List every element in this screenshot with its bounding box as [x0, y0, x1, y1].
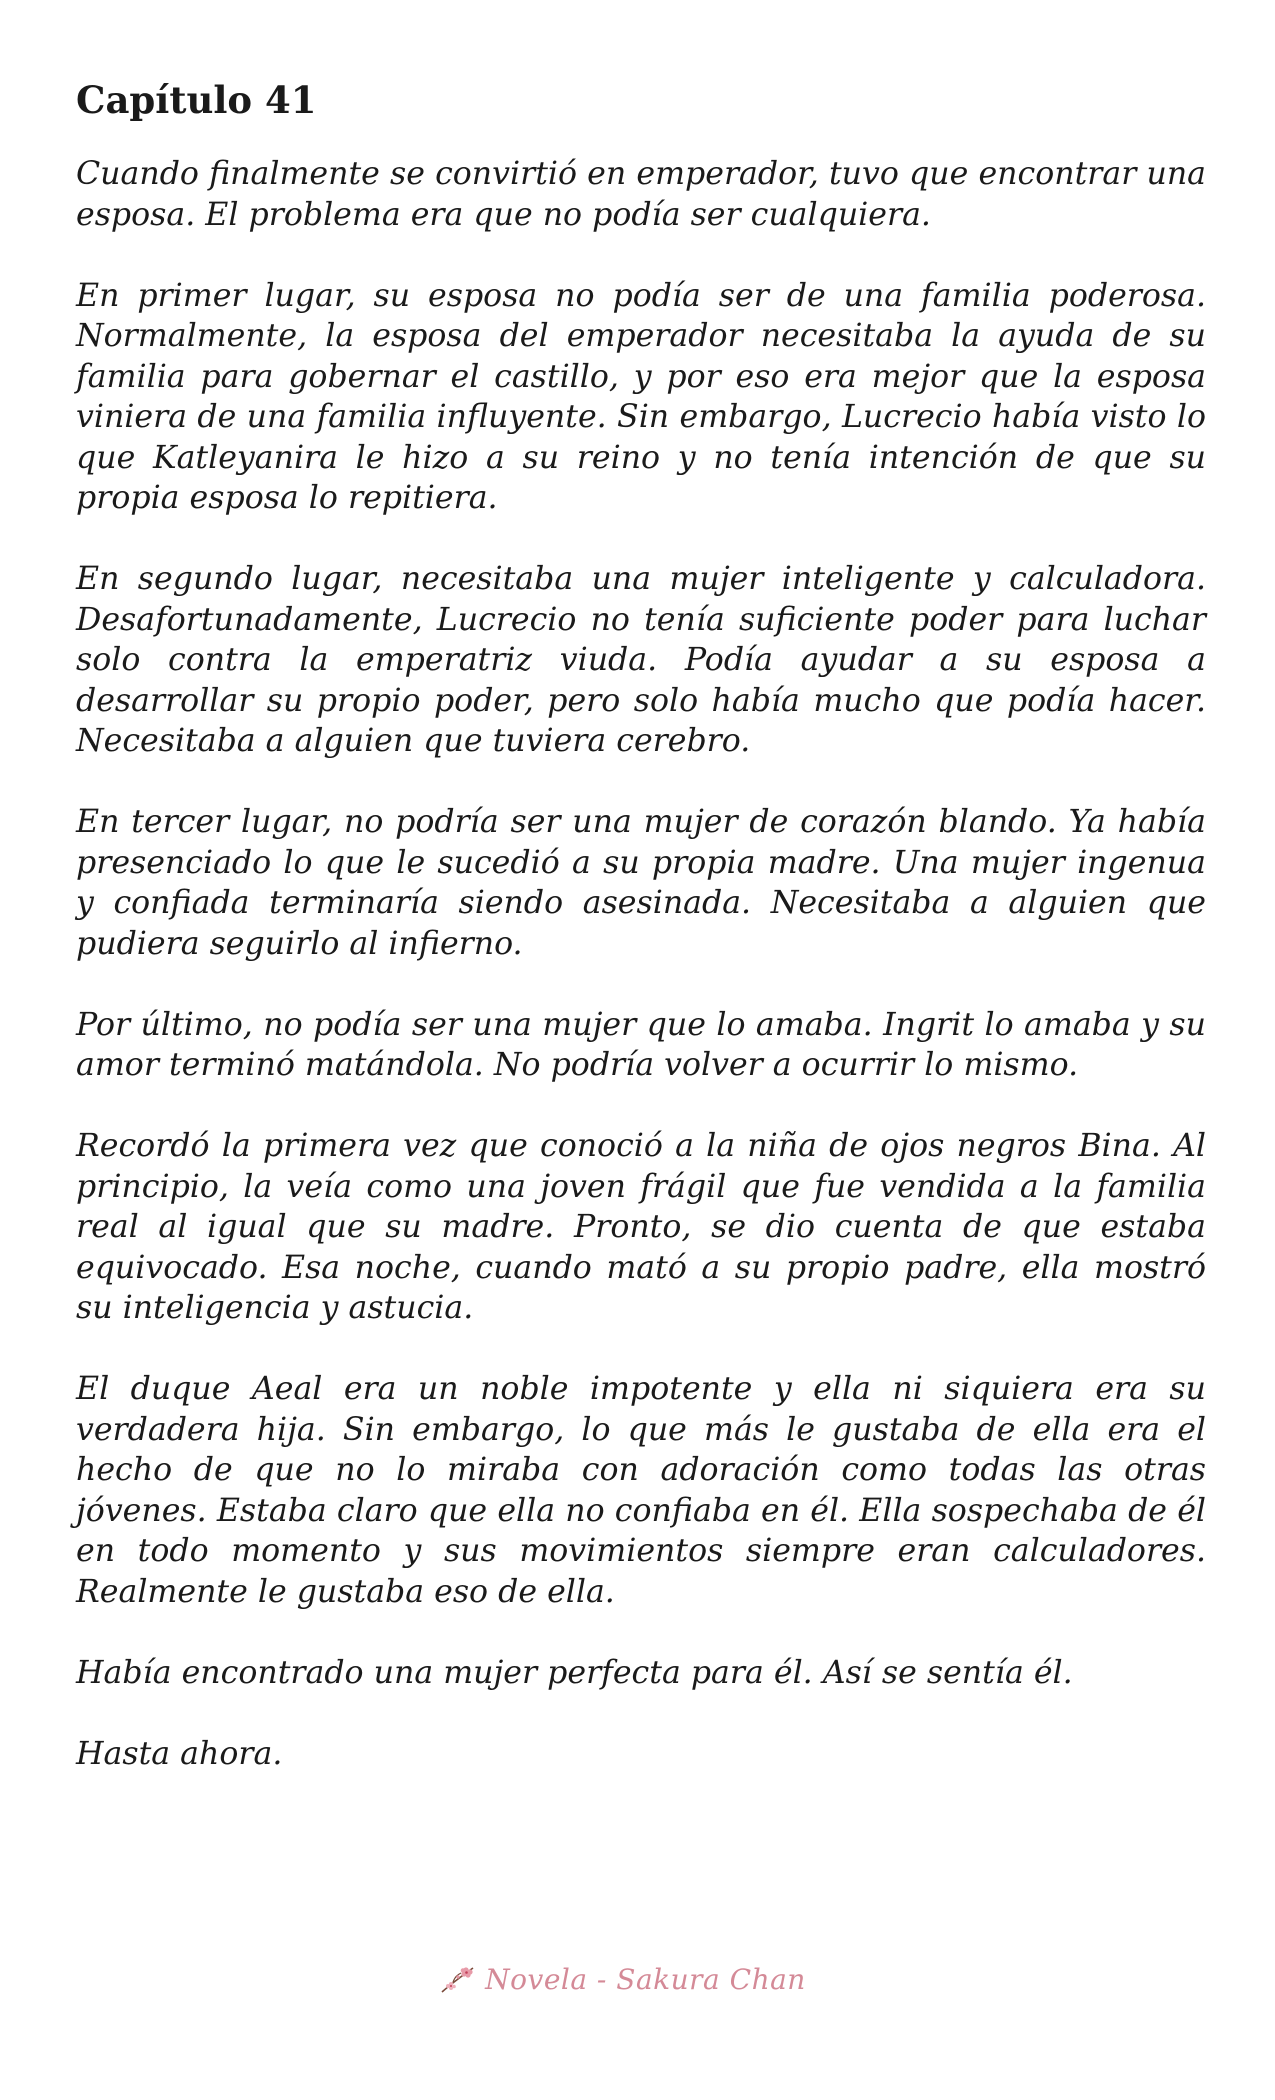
paragraph: El duque Aeal era un noble impotente y ella ni siquiera era su verdadera hija. Sin embargo, lo que más le gustaba de ella era el hecho de que no lo miraba con adoración como todas las otras jóvenes. Estaba claro que ella no confiaba en él. Ella sospechaba de él en todo momento y sus movimientos siempre eran calculadores. Realmente le gustaba eso de ella.	[76, 1371, 1206, 1610]
paragraph: Hasta ahora.	[76, 1735, 283, 1772]
paragraph: Por último, no podía ser una mujer que lo amaba. Ingrit lo amaba y su amor terminó matándola. No podría volver a ocurrir lo mismo.	[76, 1006, 1206, 1083]
paragraph: En tercer lugar, no podría ser una mujer de corazón blando. Ya había presenciado lo que le sucedió a su propia madre. Una mujer ingenua y confiada terminaría siendo asesinada. Necesitaba a alguien que pudiera seguirlo al infierno.	[76, 804, 1206, 962]
chapter-page	[76, 74, 1206, 1815]
paragraph: Había encontrado una mujer perfecta para él. Así se sentía él.	[76, 1654, 1073, 1691]
paragraph: En segundo lugar, necesitaba una mujer inteligente y calculadora. Desafortunadamente, Lucrecio no tenía suficiente poder para luchar solo contra la emperatriz viuda. Podía ayudar a su esposa a desarrollar su propio poder, pero solo había mucho que podía hacer. Necesitaba a alguien que tuviera cerebro.	[76, 561, 1206, 759]
paragraph: Recordó la primera vez que conoció a la niña de ojos negros Bina. Al principio, la veía como una joven frágil que fue vendida a la familia real al igual que su madre. Pronto, se dio cuenta de que estaba equivocado. Esa noche, cuando mató a su propio padre, ella mostró su inteligencia y astucia.	[76, 1128, 1206, 1326]
paragraph: Cuando finalmente se convirtió en emperador, tuvo que encontrar una esposa. El problema era que no podía ser cualquiera.	[76, 156, 1206, 233]
watermark	[0, 1962, 1275, 2000]
paragraph: En primer lugar, su esposa no podía ser de una familia poderosa. Normalmente, la esposa del emperador necesitaba la ayuda de su familia para gobernar el castillo, y por eso era mejor que la esposa viniera de una familia influyente. Sin embargo, Lucrecio había visto lo que Katleyanira le hizo a su reino y no tenía intención de que su propia esposa lo repitiera.	[76, 277, 1206, 516]
watermark-text: Novela - Sakura Chan	[485, 1962, 806, 1996]
cherry-blossom-icon	[439, 1962, 479, 1996]
chapter-title: Capítulo 41	[76, 78, 317, 122]
